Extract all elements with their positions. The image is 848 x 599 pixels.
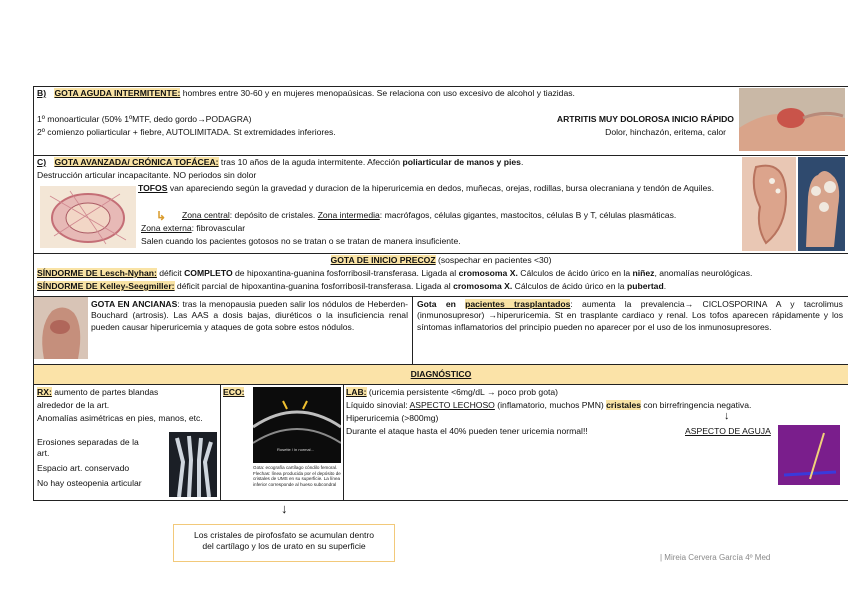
chronic-last-line: Salen cuando los pacientes gotosos no se tratan o se tratan de manera insuficiente.	[141, 236, 461, 246]
rx-line: No hay osteopenia articular	[37, 478, 142, 488]
lab-label: LAB:	[346, 387, 367, 397]
tofos-label: TOFOS	[138, 183, 168, 193]
ear-tophi-image	[742, 157, 796, 251]
transplant-label-b: pacientes trasplantados	[465, 299, 571, 309]
transplant-text: : aumenta la prevalencia→ CICLOSPORINA A y tacrolimus (inmunosupresor) →hiperuricemia. St en trasplante cardiaco y renal. Los tofos aparecen rápidamente y los síntomas inflamatorios del principio pueden no aparecer por el uso de los inmunosupresores.	[417, 299, 843, 332]
rx-line: aumento de partes blandas	[54, 387, 159, 397]
kelley-text-b: cromosoma X.	[453, 281, 513, 291]
lab-line-2b: ASPECTO LECHOSO	[409, 400, 495, 410]
rx-line: Erosiones separadas de la art.	[37, 437, 139, 459]
section-text: hombres entre 30-60 y en mujeres menopaúsicas. Se relaciona con uso excesivo de alcohol y tiazidas.	[180, 88, 575, 98]
lab-line-4: Durante el ataque hasta el 40% pueden tener uricemia normal!!	[346, 426, 588, 436]
section-early-onset	[34, 254, 848, 297]
early-title-rest: (sospechar en pacientes <30)	[435, 255, 552, 265]
acute-right-sub: Dolor, hinchazón, eritema, calor	[605, 127, 726, 137]
section-emphasis: poliarticular de manos y pies	[402, 157, 521, 167]
heberden-nodes-image	[34, 297, 88, 359]
zone-central-label: Zona central	[182, 210, 230, 220]
section-letter: C)	[37, 157, 47, 167]
hand-tophi-image	[798, 157, 845, 251]
rx-line: Anomalías asimétricas en pies, manos, etc.	[37, 413, 203, 423]
kelley-text-e: .	[663, 281, 667, 291]
section-period: .	[520, 157, 524, 167]
rx-line: Espacio art. conservado	[37, 463, 130, 473]
ultrasound-label: Rosette / in normal...	[277, 447, 314, 452]
lesch-text-f: niñez	[632, 268, 655, 278]
lesch-text-b: COMPLETO	[184, 268, 233, 278]
section-special-groups	[34, 297, 848, 365]
kelley-text-d: pubertad	[626, 281, 664, 291]
section-letter: B)	[37, 88, 47, 98]
zone-external-label: Zona externa	[141, 223, 192, 233]
early-title: GOTA DE INICIO PRECOZ	[330, 255, 436, 265]
note-line-1: Los cristales de pirofosfato se acumulan dentro	[193, 530, 375, 540]
lab-line-1: (uricemia persistente <6mg/dL → poco prob gota)	[366, 387, 558, 397]
section-chronic-gout	[34, 156, 848, 254]
zone-intermediate-label: Zona intermedia	[317, 210, 380, 220]
diagnosis-body	[34, 385, 848, 500]
eco-label: ECO:	[223, 387, 245, 397]
tofos-text: van apareciendo según la gravedad y duracion de la hiperuricemia en dedos, muñecas, orejas, rodillas, bursa olecraniana y tendón de Aquiles.	[167, 183, 714, 193]
lab-line-2d: cristales	[606, 400, 642, 410]
footer-author: | Mireia Cervera García 4º Med	[660, 553, 771, 562]
lab-line-3: Hiperuricemia (>800mg)	[346, 413, 439, 423]
column-divider	[412, 297, 413, 364]
ultrasound-arrow-icon: ↓	[281, 501, 288, 516]
xray-foot-image	[169, 432, 217, 497]
ultrasound-caption: Gota: ecografía cartílago cóndilo femoral. Flechas: línea producida por el depósito de cristales de UMS en su superficie. La línea inferior corresponde al hueso subcondral	[253, 465, 341, 488]
summary-sheet	[33, 86, 848, 501]
lesch-text-g: , anomalías neurológicas.	[654, 268, 753, 278]
elderly-label: GOTA EN ANCIANAS	[91, 299, 178, 309]
lesch-text-d: cromosoma X.	[458, 268, 518, 278]
rx-label: RX:	[37, 387, 52, 397]
kelley-text-a: déficit parcial de hipoxantina-guanina fosforribosil-transferasa. Ligada al	[174, 281, 454, 291]
tophus-histology-image	[40, 186, 136, 248]
diagnosis-title: DIAGNÓSTICO	[410, 369, 472, 379]
needle-crystal-image	[778, 425, 840, 485]
arrow-icon: ↳	[156, 209, 167, 223]
section-acute-gout	[34, 87, 848, 156]
zone-central-text: : depósito de cristales.	[229, 210, 318, 220]
lesch-text-e: Cálculos de ácido úrico en la	[517, 268, 633, 278]
lesch-nyhan-label: SÍNDORME DE Lesch-Nyhan:	[37, 268, 157, 278]
elderly-text: : tras la menopausia pueden salir los nódulos de Heberden-Bouchard (artrosis). Las AAS a dosis bajas, diuréticos o la insuficiencia renal pueden causar hiperuricemia y ataques de gota sobre estos nódulos.	[91, 299, 408, 332]
section-title: GOTA AVANZADA/ CRÓNICA TOFÁCEA:	[54, 157, 219, 167]
column-divider	[343, 385, 344, 500]
lesch-text-c: de hipoxantina-guanina fosforribosil-transferasa. Ligada al	[232, 268, 459, 278]
acute-right-title: ARTRITIS MUY DOLOROSA INICIO RÁPIDO	[556, 114, 734, 124]
lesch-text-a: déficit	[156, 268, 185, 278]
lab-line-2e: con birrefringencia negativa.	[641, 400, 752, 410]
down-arrow-icon: ↓	[724, 410, 730, 422]
podagra-foot-image	[739, 88, 845, 151]
acute-line-1: 1º monoarticular (50% 1ºMTF, dedo gordo→PODAGRA)	[37, 114, 252, 124]
lab-line-2a: Líquido sinovial:	[346, 400, 410, 410]
column-divider	[220, 385, 221, 500]
note-line-2: del cartílago y los de urato en su superficie	[202, 541, 366, 552]
rx-line: alrededor de la art.	[37, 400, 110, 410]
section-text: tras 10 años de la aguda intermitente. Afección	[218, 157, 403, 167]
kelley-label: SÍNDORME DE Kelley-Seegmiller:	[37, 281, 175, 291]
pyrophosphate-note	[173, 524, 395, 562]
chronic-line-2: Destrucción articular incapacitante. NO periodos sin dolor	[37, 170, 257, 180]
kelley-text-c: Cálculos de ácido úrico en la	[512, 281, 627, 291]
diagnosis-header	[34, 365, 848, 385]
zone-external-text: : fibrovascular	[191, 223, 246, 233]
zone-intermediate-text: : macrófagos, células gigantes, mastocitos, células B y T, células plasmáticas.	[379, 210, 677, 220]
ultrasound-image	[253, 387, 341, 463]
section-title: GOTA AGUDA INTERMITENTE:	[54, 88, 181, 98]
acute-line-2: 2º comienzo poliarticular + fiebre, AUTOLIMITADA. St extremidades inferiores.	[37, 127, 336, 137]
transplant-label-a: Gota en	[417, 299, 466, 309]
needle-label: ASPECTO DE AGUJA	[685, 426, 771, 436]
lab-line-2c: (inflamatorio, muchos PMN)	[494, 400, 607, 410]
